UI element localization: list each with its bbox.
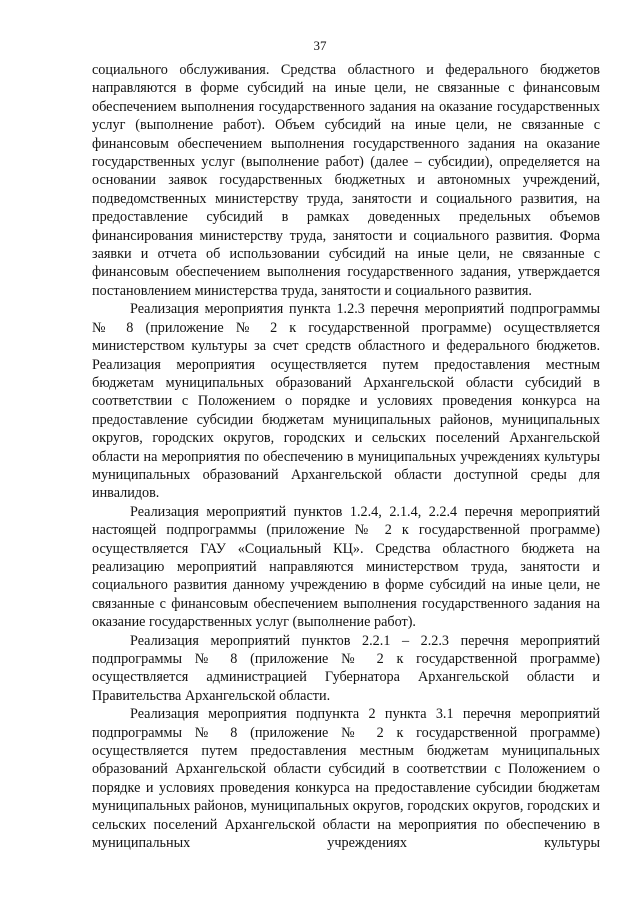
page-number: 37 — [313, 38, 327, 53]
paragraph-measure-1-2-3: Реализация мероприятия пункта 1.2.3 перечня мероприятий подпрограммы № 8 (приложение № 2 к государственной программе) осуществляется министерством культуры за счет средств областного и федерального бюджетов. Реализация мероприятия осуществляется путем предоставления местным бюджетам муниципальных образований Архангельской области субсидий в соответствии с Положением о порядке и условиях проведения конкурса на предоставление субсидии бюджетам муниципальных районов, муниципальных округов, городских округов, городских и сельских поселений Архангельской области на мероприятия по обеспечению в муниципальных учреждениях культуры муниципальных образований Архангельской области доступной среды для инвалидов. — [92, 301, 600, 502]
paragraph-measure-3-1: Реализация мероприятия подпункта 2 пункта 3.1 перечня мероприятий подпрограммы № 8 (приложение № 2 к государственной программе) осуществляется путем предоставления местным бюджетам муниципальных образований Архангельской области субсидий в соответствии с Положением о порядке и условиях проведения конкурса на предоставление субсидии бюджетам муниципальных районов, муниципальных округов, городских округов, городских и сельских поселений Архангельской области на мероприятия по обеспечению в муниципальных учреждениях культуры — [92, 706, 600, 852]
paragraph-measures-1-2-4: Реализация мероприятий пунктов 1.2.4, 2.1.4, 2.2.4 перечня мероприятий настоящей подпрограммы (приложение № 2 к государственной программе) осуществляется ГАУ «Социальный КЦ». Средства областного бюджета на реализацию мероприятий направляются министерством труда, занятости и социального развития данному учреждению в форме субсидий на иные цели, не связанные с финансовым обеспечением выполнения государственного задания на оказание государственных услуг (выполнение работ). — [92, 503, 600, 631]
body-text — [92, 61, 600, 852]
paragraph-measures-2-2-1: Реализация мероприятий пунктов 2.2.1 – 2.2.3 перечня мероприятий подпрограммы № 8 (приложение № 2 к государственной программе) осуществляется администрацией Губернатора Архангельской области и Правительства Архангельской области. — [92, 632, 600, 704]
paragraph-social-services-subsidies: социального обслуживания. Средства областного и федерального бюджетов направляются в форме субсидий на иные цели, не связанные с финансовым обеспечением выполнения государственного задания на оказание государственных услуг (выполнение работ). Объем субсидий на иные цели, не связанные с финансовым обеспечением выполнения государственного задания на оказание государственных услуг (выполнение работ) (далее – субсидии), определяется на основании заявок государственных бюджетных и автономных учреждений, подведомственных министерству труда, занятости и социального развития, на предоставление субсидий в рамках доведенных предельных объемов финансирования министерству труда, занятости и социального развития. Форма заявки и отчета об использовании субсидий на иные цели, не связанные с финансовым обеспечением выполнения государственного задания, утверждается постановлением министерства труда, занятости и социального развития. — [92, 62, 600, 299]
